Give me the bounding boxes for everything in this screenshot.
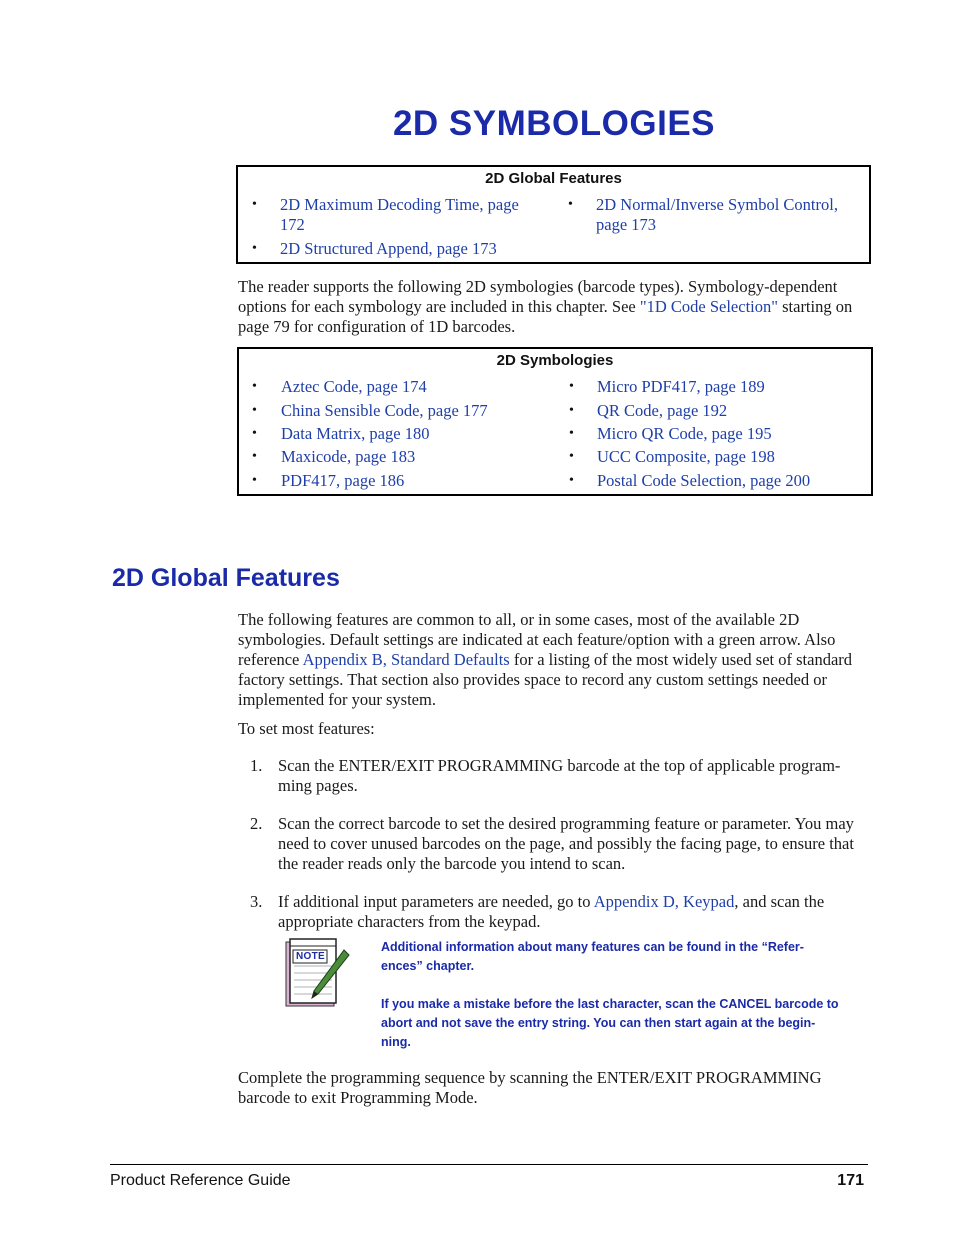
bullet-icon: •: [569, 473, 574, 488]
link-postal-code-selection[interactable]: Postal Code Selection, page 200: [597, 471, 811, 490]
footer-guide-title: Product Reference Guide: [110, 1172, 291, 1189]
global-features-box: [236, 165, 871, 264]
note-text-1: Additional information about many features can be found in the “Refer- ences” chapter.: [381, 940, 804, 973]
note-text-2: If you make a mistake before the last character, scan the CANCEL barcode to abort and not save the entry string. You can then start again at the begin- ning.: [381, 997, 839, 1049]
link-micro-qr-code[interactable]: Micro QR Code, page 195: [597, 424, 772, 443]
step-text: If additional input parameters are needed, go to Appendix D, Keypad, and scan the appropriate characters from the keypad.: [278, 892, 825, 931]
link-aztec-code[interactable]: Aztec Code, page 174: [281, 377, 427, 396]
bullet-icon: •: [568, 197, 573, 212]
bullet-icon: •: [252, 426, 257, 441]
footer-divider: [110, 1164, 868, 1165]
link-pdf417[interactable]: PDF417, page 186: [281, 471, 405, 490]
bullet-icon: •: [252, 473, 257, 488]
bullet-icon: •: [569, 449, 574, 464]
link-ucc-composite[interactable]: UCC Composite, page 198: [597, 447, 775, 466]
bullet-icon: •: [569, 379, 574, 394]
section-title: 2D Global Features: [112, 564, 340, 592]
chapter-title: 2D SYMBOLOGIES: [392, 104, 716, 143]
link-maxicode[interactable]: Maxicode, page 183: [281, 447, 416, 466]
link-china-sensible-code[interactable]: China Sensible Code, page 177: [281, 401, 488, 420]
link-appendix-b[interactable]: Appendix B, Standard Defaults: [302, 650, 510, 669]
step-text: Scan the ENTER/EXIT PROGRAMMING barcode at the top of applicable program- ming pages.: [278, 756, 841, 795]
link-max-decoding-time[interactable]: 2D Maximum Decoding Time, page 172: [280, 195, 519, 234]
symbologies-box-title: 2D Symbologies: [496, 352, 614, 369]
global-features-box-title: 2D Global Features: [485, 170, 622, 187]
symbologies-box: [237, 347, 873, 496]
link-1d-code-selection[interactable]: "1D Code Selection": [639, 297, 778, 316]
page-number: 171: [837, 1172, 864, 1189]
link-data-matrix[interactable]: Data Matrix, page 180: [281, 424, 430, 443]
step-text: Scan the correct barcode to set the desired programming feature or parameter. You may need to cover unused barcodes on the page, and possibly the facing page, to ensure that the reader reads only the barcode you intend to scan.: [278, 814, 854, 873]
link-micro-pdf417[interactable]: Micro PDF417, page 189: [597, 377, 765, 396]
bullet-icon: •: [569, 426, 574, 441]
bullet-icon: •: [569, 403, 574, 418]
note-icon: [282, 936, 352, 1010]
intro-paragraph: The reader supports the following 2D symbologies (barcode types). Symbology-dependent options for each symbology are included in this chapter. See "1D Code Selection" starting on page 79 for configuration of 1D barcodes.: [238, 277, 853, 336]
bullet-icon: •: [252, 197, 257, 212]
step-number: 3.: [250, 892, 263, 911]
link-appendix-d[interactable]: Appendix D, Keypad: [593, 892, 735, 911]
bullet-icon: •: [252, 379, 257, 394]
step-number: 1.: [250, 756, 263, 775]
step-number: 2.: [250, 814, 263, 833]
link-normal-inverse-control[interactable]: 2D Normal/Inverse Symbol Control, page 173: [596, 195, 838, 234]
bullet-icon: •: [252, 449, 257, 464]
bullet-icon: •: [252, 241, 257, 256]
link-qr-code[interactable]: QR Code, page 192: [597, 401, 728, 420]
link-structured-append[interactable]: 2D Structured Append, page 173: [280, 239, 497, 258]
note-pad-graphic: [282, 936, 352, 1010]
closing-paragraph: Complete the programming sequence by scanning the ENTER/EXIT PROGRAMMING barcode to exit Programming Mode.: [238, 1068, 822, 1107]
bullet-icon: •: [252, 403, 257, 418]
to-set-label: To set most features:: [238, 719, 375, 738]
note-icon-label: NOTE: [296, 951, 325, 962]
features-paragraph: The following features are common to all, or in some cases, most of the available 2D symbologies. Default settings are indicated at each feature/option with a green arrow. Also reference Appendix B, Standard Defaults for a listing of the most widely used set of standard factory settings. That section also provides space to record any custom settings needed or implemented for your system.: [238, 610, 853, 709]
